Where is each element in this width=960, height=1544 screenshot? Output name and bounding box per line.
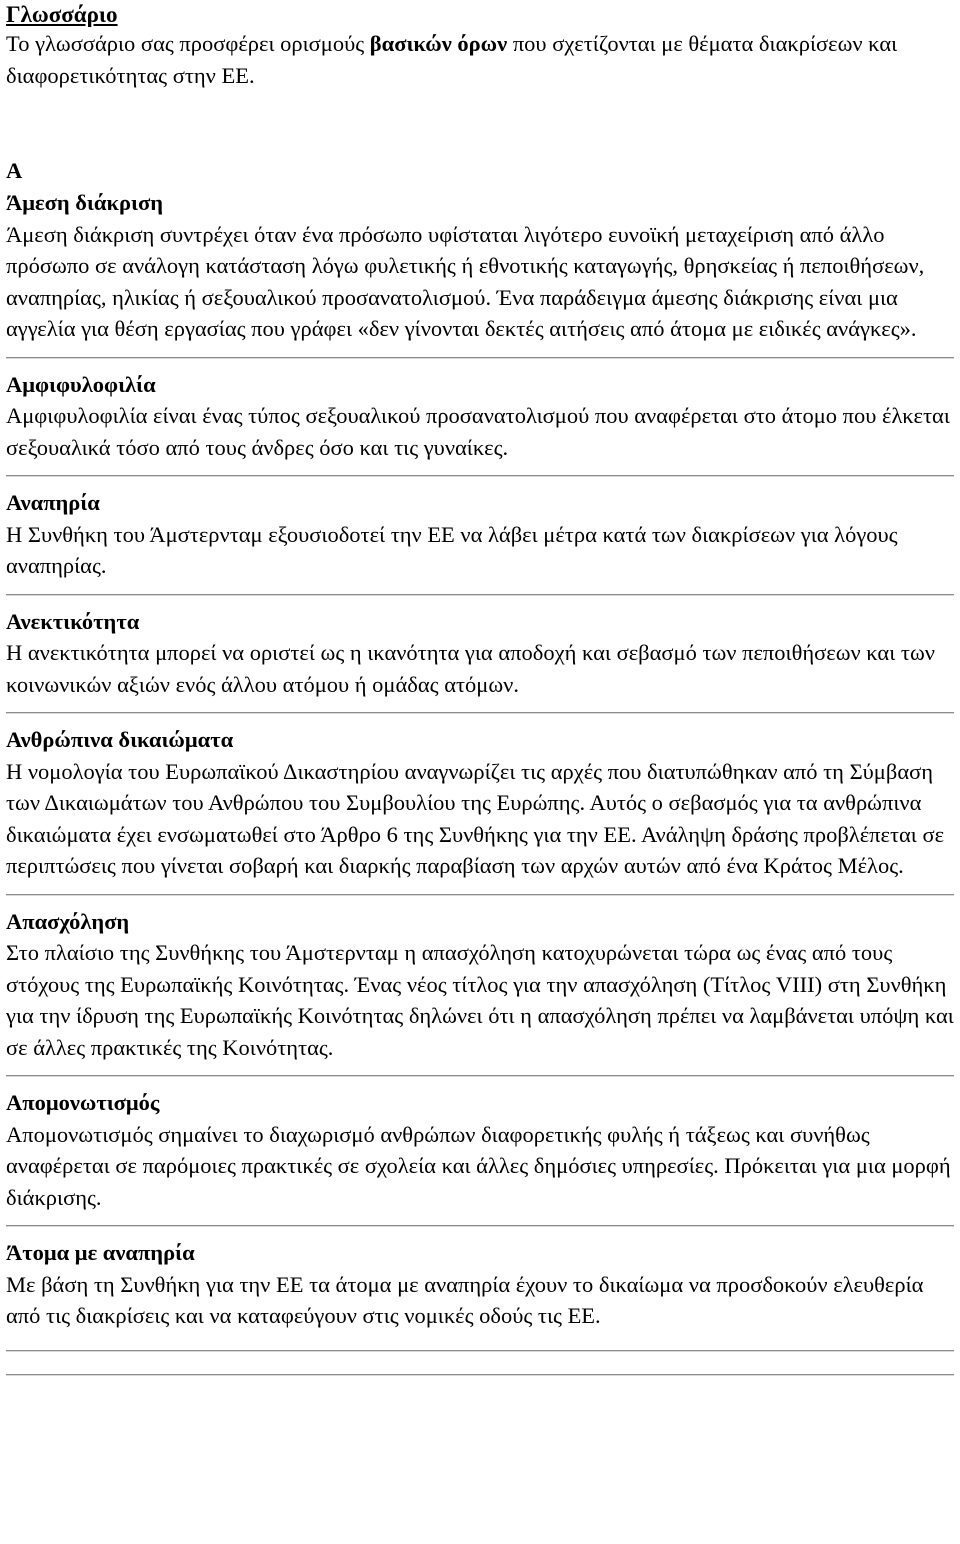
entry-definition: Άμεση διάκριση συντρέχει όταν ένα πρόσωπο υφίσταται λιγότερο ευνοϊκή μεταχείριση από άλλο πρόσωπο σε ανάλογη κατάσταση λόγω φυλετικής ή εθνοτικής καταγωγής, θρησκείας ή πεποιθήσεων, αναπηρίας, ηλικίας ή σεξουαλικού προσανατολισμού. Ένα παράδειγμα άμεσης διάκρισης είναι μια αγγελία για θέση εργασίας που γράφει «δεν γίνονται δεκτές αιτήσεις από άτομα με ειδικές ανάγκες». <box>6 221 925 341</box>
glossary-entry <box>6 487 954 582</box>
intro-text-before: Το γλωσσάριο σας προσφέρει ορισμούς <box>6 31 370 56</box>
entry-definition: Η ανεκτικότητα μπορεί να οριστεί ως η ικανότητα για αποδοχή και σεβασμό των πεποιθήσεων και των κοινωνικών αξιών ενός άλλου ατόμου ή ομάδας ατόμων. <box>6 640 935 697</box>
entry-definition: Απομονωτισμός σημαίνει το διαχωρισμό ανθρώπων διαφορετικής φυλής ή τάξεως και συνήθως αναφέρεται σε παρόμοιες πρακτικές σε σχολεία και άλλες δημόσιες υπηρεσίες. Πρόκειται για μια μορφή διάκρισης. <box>6 1121 951 1210</box>
intro-text-after: που σχετίζονται με θέματα διακρίσεων και διαφορετικότητας στην ΕΕ. <box>6 31 898 88</box>
entry-definition: Στο πλαίσιο της Συνθήκης του Άμστερνταμ η απασχόληση κατοχυρώνεται τώρα ως ένας από τους στόχους της Ευρωπαϊκής Κοινότητας. Ένας νέος τίτλος για την απασχόληση (Τίτλος VIII) στη Συνθήκη για την ίδρυση της Ευρωπαϊκής Κοινότητας δηλώνει ότι η απασχόληση πρέπει να λαμβάνεται υπόψη και σε άλλες πρακτικές της Κοινότητας. <box>6 940 954 1060</box>
entry-term: Απομονωτισμός <box>6 1090 160 1115</box>
glossary-entry <box>6 1087 954 1213</box>
entry-term: Αναπηρία <box>6 490 100 515</box>
glossary-entry <box>6 606 954 701</box>
entry-definition: Αμφιφυλοφιλία είναι ένας τύπος σεξουαλικού προσανατολισμού που αναφέρεται στο άτομο που έλκεται σεξουαλικά τόσο από τους άνδρες όσο και τις γυναίκες. <box>6 403 950 460</box>
entry-definition: Με βάση τη Συνθήκη για την ΕΕ τα άτομα με αναπηρία έχουν το δικαίωμα να προσδοκούν ελευθερία από τις διακρίσεις και να καταφεύγουν στις νομικές οδούς τις ΕΕ. <box>6 1271 924 1328</box>
section-letter: Α <box>6 158 23 183</box>
glossary-entry <box>6 1237 954 1332</box>
entry-definition: Η Συνθήκη του Άμστερνταμ εξουσιοδοτεί την ΕΕ να λάβει μέτρα κατά των διακρίσεων για λόγους αναπηρίας. <box>6 521 898 578</box>
glossary-entry <box>6 187 954 345</box>
intro-bold-term: βασικών όρων <box>369 31 508 56</box>
entry-term: Αμφιφυλοφιλία <box>6 371 156 397</box>
entry-term: Άμεση διάκριση <box>6 190 163 215</box>
entry-divider <box>6 1374 954 1376</box>
glossary-entry <box>6 906 954 1064</box>
entry-term: Απασχόληση <box>6 908 130 934</box>
page-title: Γλωσσάριο <box>6 2 118 27</box>
entry-definition: Η νομολογία του Ευρωπαϊκού Δικαστηρίου αναγνωρίζει τις αρχές που διατυπώθηκαν από τη Σύμβαση των Δικαιωμάτων του Ανθρώπου του Συμβουλίου της Ευρώπης. Αυτός ο σεβασμός για τα ανθρώπινα δικαιώματα έχει ενσωματωθεί στο Άρθρο 6 της Συνθήκης για την ΕΕ. Ανάληψη δράσης προβλέπεται σε περιπτώσεις που γίνεται σοβαρή και διαρκής παραβίαση των αρχών αυτών από ένα Κράτος Μέλος. <box>6 758 945 878</box>
glossary-entry <box>6 724 954 882</box>
entry-term: Ανεκτικότητα <box>6 608 140 634</box>
intro-paragraph <box>6 28 954 91</box>
entry-term: Ανθρώπινα δικαιώματα <box>6 727 234 752</box>
glossary-entry <box>6 369 954 464</box>
entry-term: Άτομα με αναπηρία <box>6 1240 195 1265</box>
